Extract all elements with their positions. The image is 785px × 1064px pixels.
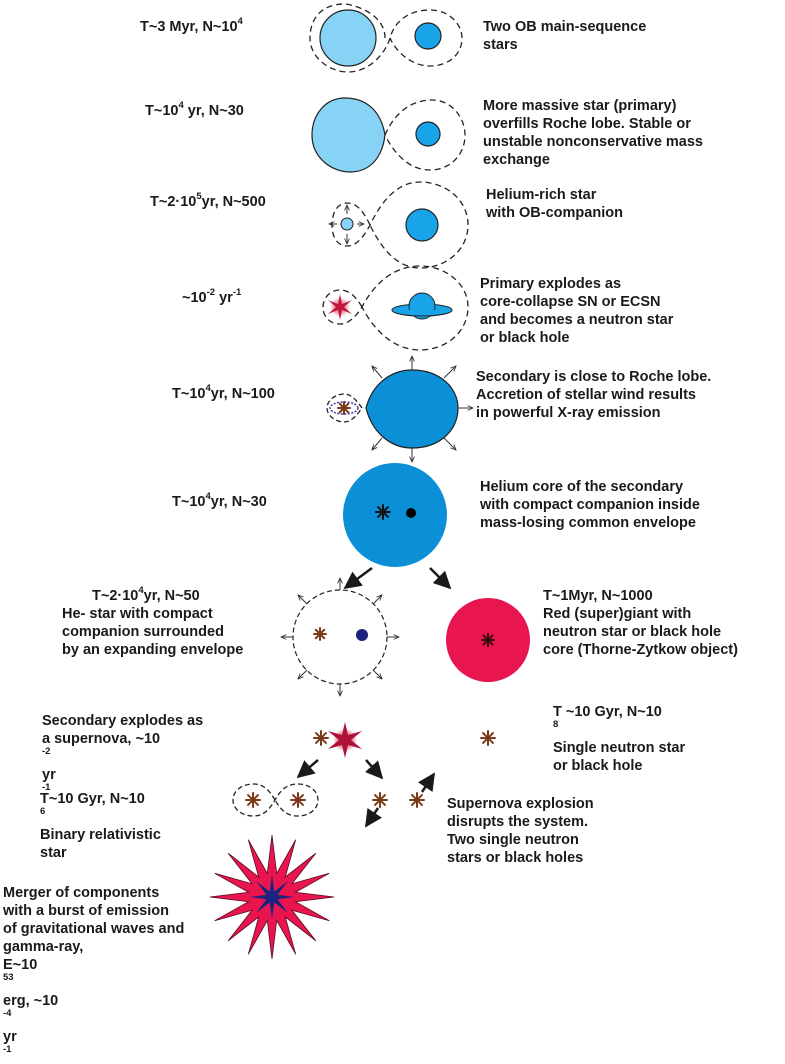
stage1-binary <box>310 4 462 72</box>
neutron-star-icon <box>338 402 350 414</box>
stage6-common-envelope <box>343 463 447 567</box>
helium-star <box>341 218 353 230</box>
compact-companion <box>406 508 416 518</box>
stage8a-description: Secondary explodes as a supernova, ~10 $^{-2}$ yr $^{-1}$ <box>42 713 204 794</box>
neutron-star-icon <box>376 505 390 519</box>
secondary-star <box>416 122 440 146</box>
compact-companion <box>356 629 368 641</box>
primary-teardrop <box>312 98 385 172</box>
neutron-star-icon <box>373 793 387 807</box>
ob-companion-star <box>406 209 438 241</box>
common-envelope <box>343 463 447 567</box>
stage4-description: Primary explodes as core-collapse SN or ECSN and becomes a neutron star or black hole <box>480 276 674 346</box>
primary-star <box>320 10 376 66</box>
neutron-star-icon <box>410 793 424 807</box>
kick-arrow-1 <box>366 808 378 826</box>
merger-core-icon <box>250 875 294 919</box>
stage2-binary <box>312 98 465 172</box>
stage2-time: $T\sim 10^4$ yr, N~30 <box>145 100 244 119</box>
stage1-description: Two OB main-sequence stars <box>483 19 647 53</box>
arrow-left <box>345 568 372 588</box>
envelope-outline <box>293 590 387 684</box>
stage8a-supernova <box>328 722 362 758</box>
stage9b-description: Supernova explosion disrupts the system. Two single neutron stars or black holes <box>447 796 594 866</box>
stage10-description: Merger of components with a burst of emission of gravitational waves and gamma-ray, E~10 $^{53}$ erg, ~10 $^{-4}$ yr $^{-1}$ <box>3 885 185 1056</box>
stage6-description: Helium core of the secondary with compact companion inside mass-losing common envelope <box>480 479 700 531</box>
arrow-to-disruption <box>366 760 382 778</box>
stage7a-expanding-envelope <box>281 578 399 696</box>
stage5-description: Secondary is close to Roche lobe. Accretion of stellar wind results in powerful X-ray emission <box>476 369 712 421</box>
neutron-star-icon <box>481 731 495 745</box>
compact-objects <box>246 402 495 807</box>
stage4-binary <box>323 266 468 350</box>
secondary-star <box>415 23 441 49</box>
stage7a-description: He- star with compact companion surrounded by an expanding envelope <box>62 606 244 658</box>
stage7a-time: $T\sim 2\cdot 10^4yr$, N~50 <box>92 585 200 604</box>
neutron-star-icon <box>482 634 494 646</box>
expansion-arrows <box>281 578 399 696</box>
arrow-to-binary <box>298 760 318 777</box>
neutron-star-icon <box>314 628 326 640</box>
stage1-time: T~3 Myr, $N\sim 10^4$ <box>140 16 243 35</box>
stage6-time: $T\sim 10^4yr$, N~30 <box>172 491 267 510</box>
neutron-star-icon <box>314 731 328 745</box>
arrow-right <box>430 568 450 588</box>
neutron-star-icon <box>291 793 305 807</box>
stage3-binary <box>329 182 468 268</box>
stage2-description: More massive star (primary) overfills Roche lobe. Stable or unstable nonconservative mass exchange <box>483 98 703 168</box>
stage7b-description: T~1Myr, N~1000 Red (super)giant with neutron star or black hole core (Thorne-Zytkow object) <box>543 588 738 658</box>
stage10-merger-burst <box>210 835 334 959</box>
stage4-rate: $\sim 10^{-2}$ $yr^{-1}$ <box>182 287 242 306</box>
stage3-description: Helium-rich star with OB-companion <box>486 187 623 221</box>
stage9a-description: T~10 Gyr, N~10 $^6$ Binary relativistic star <box>40 791 161 861</box>
neutron-star-icon <box>246 793 260 807</box>
stage3-time: $T\sim 2\cdot 10^5yr$, N~500 <box>150 191 266 210</box>
kick-arrow-2 <box>422 774 434 792</box>
stage5-time: $T\sim 10^4yr$, N~100 <box>172 383 275 402</box>
secondary-filling-lobe <box>366 370 458 448</box>
stage8b-description: T ~10 Gyr, N~10 $^8$ Single neutron star or black hole <box>553 704 686 774</box>
